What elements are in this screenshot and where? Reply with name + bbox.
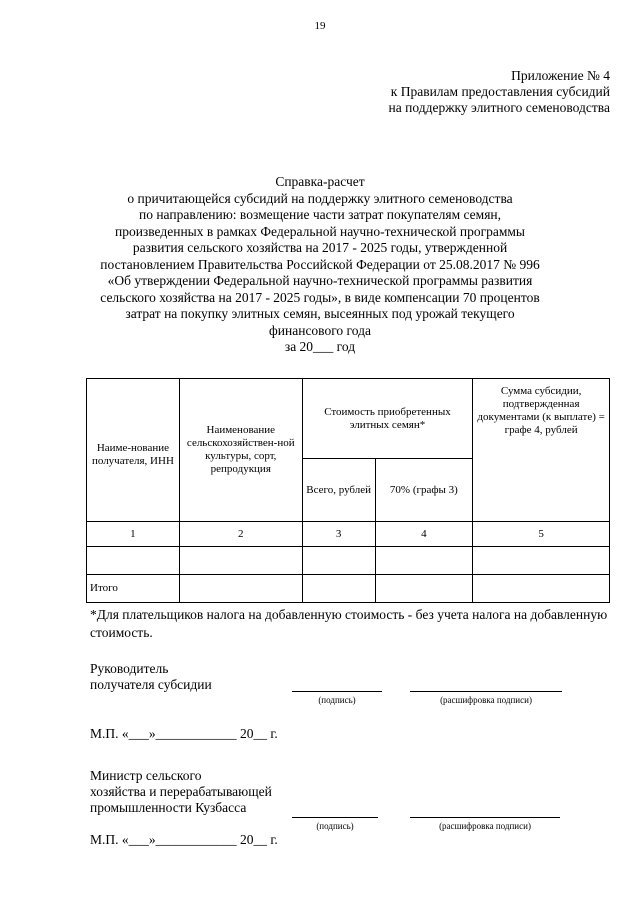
appendix-line-1: Приложение № 4 bbox=[511, 68, 610, 83]
title-line: финансового года bbox=[269, 322, 371, 338]
total-label: Итого bbox=[87, 575, 180, 603]
signature1-label bbox=[90, 661, 212, 693]
table-cell bbox=[179, 575, 302, 603]
title-line: о причитающейся субсидий на поддержку элитного семеноводства bbox=[127, 190, 513, 206]
table-cell bbox=[179, 547, 302, 575]
column-number: 1 bbox=[87, 522, 180, 547]
signature2-label-line: Министр сельского bbox=[90, 768, 202, 783]
signature1-decode-line bbox=[410, 691, 562, 692]
header-recipient: Наиме-нование получателя, ИНН bbox=[87, 379, 180, 522]
table-cell bbox=[87, 547, 180, 575]
header-seed-cost: Стоимость приобретенных элитных семян* bbox=[302, 379, 473, 459]
title-line: произведенных в рамках Федеральной научно-технической программы bbox=[114, 223, 526, 239]
footnote: *Для плательщиков налога на добавленную стоимость - без учета налога на добавленную стоимость. bbox=[90, 607, 608, 640]
signature1-label-line: получателя субсидии bbox=[90, 677, 212, 692]
total-row bbox=[87, 575, 610, 603]
column-number: 3 bbox=[302, 522, 375, 547]
table-cell bbox=[375, 575, 473, 603]
calculation-table bbox=[86, 378, 610, 603]
signature2-label-line: хозяйства и перерабатывающей bbox=[90, 784, 272, 799]
header-crop: Наименование сельскохозяйствен-ной культуры, сорт, репродукция bbox=[179, 379, 302, 522]
title-line: постановлением Правительства Российской Федерации от 25.08.2017 № 996 bbox=[100, 256, 540, 272]
page-number: 19 bbox=[314, 20, 326, 32]
table-cell bbox=[375, 547, 473, 575]
signature2-sign-line bbox=[292, 817, 378, 818]
signature1-label-line: Руководитель bbox=[90, 661, 169, 676]
title-line: развития сельского хозяйства на 2017 - 2025 годы, утвержденной bbox=[132, 240, 508, 255]
signature2-mp: М.П. «___»____________ 20__ г. bbox=[90, 832, 278, 847]
table-cell bbox=[302, 547, 375, 575]
signature2-decode-caption: (расшифровка подписи) bbox=[439, 821, 531, 831]
signature1-decode-caption: (расшифровка подписи) bbox=[440, 695, 532, 705]
appendix-line-2: к Правилам предоставления субсидий bbox=[390, 84, 610, 99]
table-cell bbox=[473, 575, 610, 603]
signature2-decode-line bbox=[410, 817, 560, 818]
table-cell bbox=[473, 547, 610, 575]
appendix-line-3: на поддержку элитного семеноводства bbox=[388, 100, 610, 115]
column-number: 2 bbox=[179, 522, 302, 547]
column-number: 4 bbox=[375, 522, 473, 547]
column-number: 5 bbox=[473, 522, 610, 547]
signature1-sign-caption: (подпись) bbox=[318, 695, 356, 705]
document-title bbox=[60, 174, 580, 356]
signature1-mp: М.П. «___»____________ 20__ г. bbox=[90, 726, 278, 741]
title-line: затрат на покупку элитных семян, высеянных под урожай текущего bbox=[125, 306, 515, 321]
title-line: сельского хозяйства на 2017 - 2025 годы», в виде компенсации 70 процентов bbox=[100, 289, 540, 305]
appendix-header bbox=[330, 68, 610, 116]
table-row bbox=[87, 547, 610, 575]
header-subsidy-sum: Сумма субсидии, подтвержденная документами (к выплате) = графе 4, рублей bbox=[473, 379, 610, 522]
signature2-sign-caption: (подпись) bbox=[316, 821, 354, 831]
header-total-rub: Всего, рублей bbox=[302, 459, 375, 522]
title-line: Справка-расчет bbox=[275, 174, 365, 189]
title-line: за 20___ год bbox=[284, 339, 356, 354]
signature2-label bbox=[90, 768, 272, 816]
title-line: по направлению: возмещение части затрат покупателям семян, bbox=[138, 207, 502, 222]
column-numbers-row bbox=[87, 522, 610, 547]
title-line: «Об утверждении Федеральной научно-технической программы развития bbox=[107, 273, 533, 288]
signature2-label-line: промышленности Кузбасса bbox=[90, 800, 247, 815]
table-cell bbox=[302, 575, 375, 603]
header-seventy-percent: 70% (графы 3) bbox=[375, 459, 473, 522]
signature1-sign-line bbox=[292, 691, 382, 692]
